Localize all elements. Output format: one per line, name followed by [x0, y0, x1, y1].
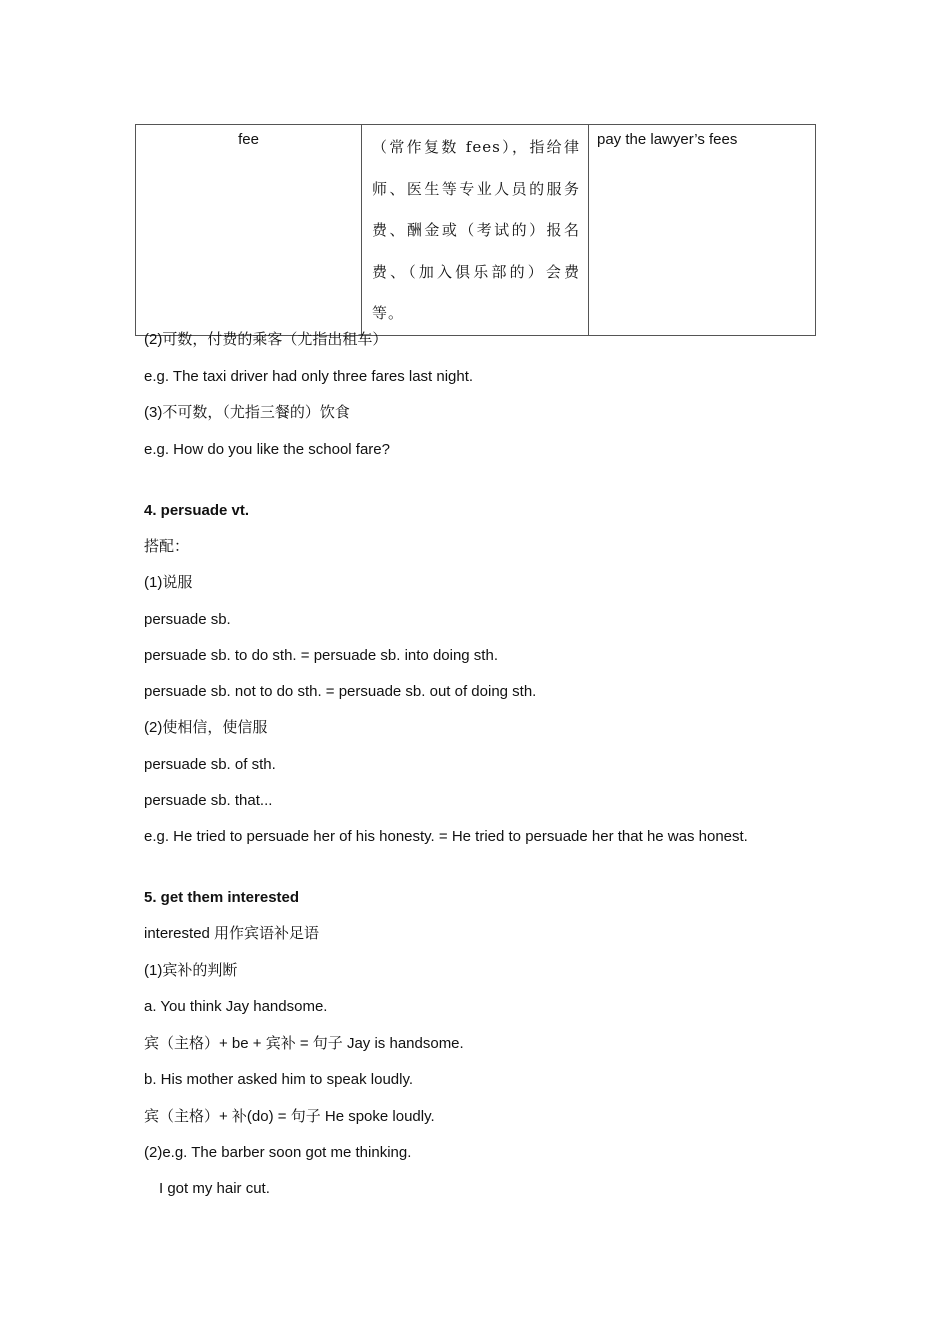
sense-3-heading: (3)不可数，（尤指三餐的）饮食 [144, 404, 350, 421]
example-a: a. You think Jay handsome. [144, 998, 328, 1015]
section-5-heading: 5. get them interested [144, 889, 300, 906]
persuade-sense-2: (2)使相信，使信服 [144, 719, 268, 736]
collocation-label: 搭配： [144, 538, 190, 555]
persuade-pattern-3: persuade sb. not to do sth. = persuade sb. out of doing sth. [144, 683, 537, 700]
vocabulary-table [135, 124, 816, 336]
word-cell [136, 125, 362, 336]
sense-2-example: e.g. The taxi driver had only three fares last night. [144, 368, 474, 385]
persuade-sense-1: (1)说服 [144, 574, 193, 591]
persuade-pattern-5: persuade sb. that... [144, 792, 273, 809]
sense-3-example: e.g. How do you like the school fare? [144, 441, 390, 458]
example-2-continued: I got my hair cut. [159, 1180, 270, 1197]
word-text: fee [238, 131, 259, 148]
example-b: b. His mother asked him to speak loudly. [144, 1071, 414, 1088]
section-5-intro: interested 用作宾语补足语 [144, 925, 320, 942]
table-row [136, 125, 816, 336]
persuade-pattern-1: persuade sb. [144, 611, 231, 628]
persuade-pattern-2: persuade sb. to do sth. = persuade sb. into doing sth. [144, 647, 498, 664]
example-2: (2)e.g. The barber soon got me thinking. [144, 1144, 412, 1161]
example-b-analysis: 宾（主格）+ 补(do) = 句子 He spoke loudly. [144, 1108, 435, 1125]
definition-cell [362, 125, 589, 336]
example-a-analysis: 宾（主格）+ be + 宾补 = 句子 Jay is handsome. [144, 1035, 464, 1052]
persuade-pattern-4: persuade sb. of sth. [144, 756, 276, 773]
section-4-heading: 4. persuade vt. [144, 502, 250, 519]
example-cell [589, 125, 816, 336]
example-text: pay the lawyer’s fees [597, 131, 738, 148]
complement-judgment-heading: (1)宾补的判断 [144, 962, 238, 979]
sense-2-heading: (2)可数，付费的乘客（尤指出租车） [144, 331, 388, 348]
persuade-example: e.g. He tried to persuade her of his honesty. = He tried to persuade her that he was honest. [144, 828, 748, 845]
definition-text: （常作复数 fees），指给律师、医生等专业人员的服务费、酬金或（考试的）报名费、（加入俱乐部的）会费等。 [372, 138, 580, 322]
